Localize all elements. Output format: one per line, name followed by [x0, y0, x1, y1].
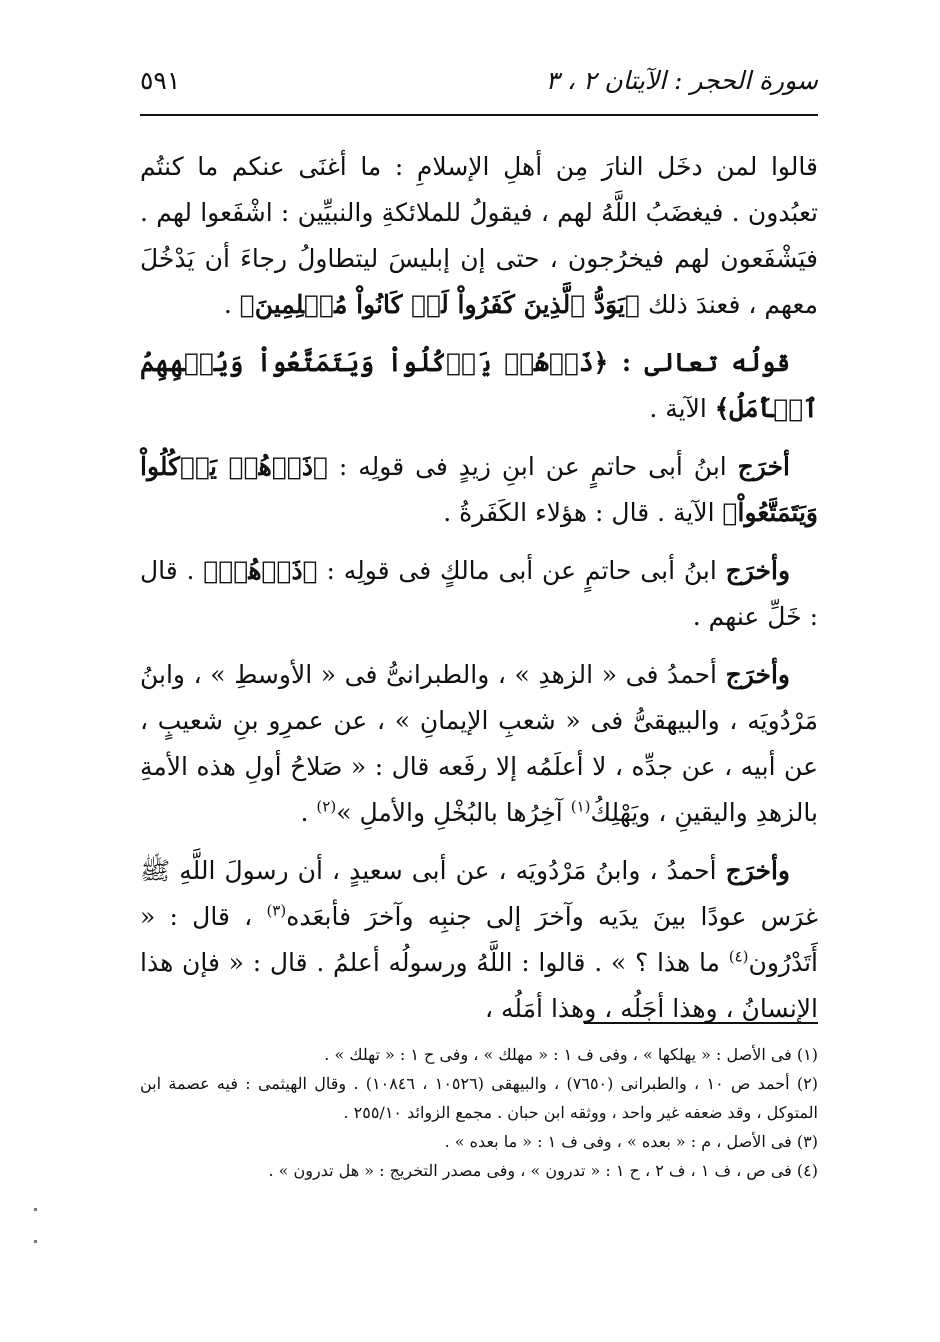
paragraph-text: قالوا لمن دخَل النارَ مِن أهلِ الإسلامِ : ما أغنَى عنكم ما كنتُم تعبُدون . فيغضَبُ اللَّهُ لهم ، فيقولُ للملائكةِ والنبيِّين : اشْفَعوا لهم . فيَشْفَعون لهم فيخرُجون ، حتى إن إبليسَ ليتطاولُ رجاءَ أن يَدْخُلَ معهم ، فعندَ ذلك [140, 152, 818, 319]
header-rule [140, 114, 818, 116]
footnote: (٤) فى ص ، ف ١ ، ف ٢ ، ح ١ : « تدرون » ، وفى مصدر التخريج : « هل تدرون » . [268, 1161, 818, 1180]
paragraph-lead: وأخرَج [725, 660, 790, 689]
paragraph-text: ابنُ أبى حاتمٍ عن ابنِ زيدٍ فى قولِه : [328, 452, 738, 481]
footnote: (٢) أحمد ص ١٠ ، والطبرانى (٧٦٥٠) ، والبيهقى (١٠٥٢٦ ، ١٠٨٤٦) . وقال الهيثمى : فيه عصمة ابن المتوكل ، وقد ضعفه غير واحد ، ووثقه ابن حبان . مجمع الزوائد ٢٥٥/١٠ . [140, 1074, 819, 1122]
paragraph-end: الآية . [649, 394, 715, 423]
footnotes [140, 1040, 818, 1185]
paragraph-end: . [223, 290, 240, 319]
paragraph-text: آخِرُها بالبُخْلِ والأملِ » [336, 798, 571, 827]
paragraph-lead: قولُه تعالى : [621, 348, 790, 377]
main-text [140, 144, 818, 1044]
page-number: ٥٩١ [140, 66, 181, 95]
footnote: (١) فى الأصل : « يهلكها » ، وفى ف ١ : « مهلك » ، وفى ح ١ : « تهلك » . [324, 1045, 818, 1064]
paragraph [140, 548, 818, 640]
running-header [140, 62, 818, 102]
footnote: (٣) فى الأصل ، م : « بعده » ، وفى ف ١ : « ما بعده » . [444, 1132, 818, 1151]
paragraph-end: الآية . قال : هؤلاء الكَفَرةُ . [443, 498, 723, 527]
margin-mark [34, 1240, 37, 1243]
paragraph [140, 652, 818, 836]
footnote-ref: (٤) [728, 947, 749, 966]
paragraph [140, 848, 818, 1032]
footnote-ref: (٢) [316, 797, 337, 816]
footnote-ref: (٣) [266, 901, 287, 920]
paragraph-text: ما هذا ؟ » . قالوا : اللَّهُ ورسولُه أعلمُ . قال : « فإن هذا الإنسانُ ، وهذا أجَلُه ، وهذا أمَلُه ، [140, 948, 818, 1023]
quran-verse: ﴿ذَرۡهُمۡ يَأۡكُلُواْ وَيَتَمَتَّعُواْ﴾ [140, 452, 818, 527]
quran-verse: ﴿ذَرۡهُمۡ يَأۡكُلُواْ وَيَتَمَتَّعُواْ وَيُلۡهِهِمُ ٱلۡأَمَلُ﴾ [140, 348, 818, 423]
paragraph-text: أحمدُ فى « الزهدِ » ، والطبرانىُّ فى « الأوسطِ » ، وابنُ مَرْدُويَه ، والبيهقىُّ فى « شعبِ الإيمانِ » ، عن عمرِو بنِ شعيبٍ ، عن أبيه ، عن جدِّه ، لا أعلَمُه إلا رفَعه قال : « صَلاحُ أولِ هذه الأمةِ بالزهدِ واليقينِ ، ويَهْلِكُ [140, 660, 818, 827]
paragraph-text: أحمدُ ، وابنُ مَرْدُويَه ، عن أبى سعيدٍ ، أن رسولَ اللَّهِ ﷺ غرَس عودًا بينَ يدَيه وآخرَ إلى جنبِه وآخرَ فأبعَده [140, 856, 818, 931]
footnote-ref: (١) [570, 797, 591, 816]
header-title: سورة الحجر : الآيتان ٢ ، ٣ [545, 66, 818, 95]
paragraph-lead: أخرَج [737, 452, 790, 481]
footnote-rule [584, 1022, 818, 1024]
margin-mark [34, 1208, 37, 1211]
paragraph-lead: وأخرَج [725, 556, 791, 585]
paragraph [140, 444, 818, 536]
paragraph-end: . قال : خَلِّ عنهم . [140, 556, 818, 631]
paragraph-text: ابنُ أبى حاتمٍ عن أبى مالكٍ فى قولِه : [317, 556, 726, 585]
paragraph [140, 144, 818, 328]
paragraph [140, 340, 818, 432]
quran-verse: ﴿يَوَدُّ ٱلَّذِينَ كَفَرُواْ لَوۡ كَانُواْ مُسۡلِمِينَ﴾ [239, 290, 641, 319]
paragraph-text: ، قال : « أَتَدْرُون [140, 902, 818, 977]
quran-verse: ﴿ذَرۡهُمۡ﴾ [203, 556, 318, 585]
paragraph-lead: وأخرَج [725, 856, 790, 885]
paragraph-end: . [300, 798, 317, 827]
